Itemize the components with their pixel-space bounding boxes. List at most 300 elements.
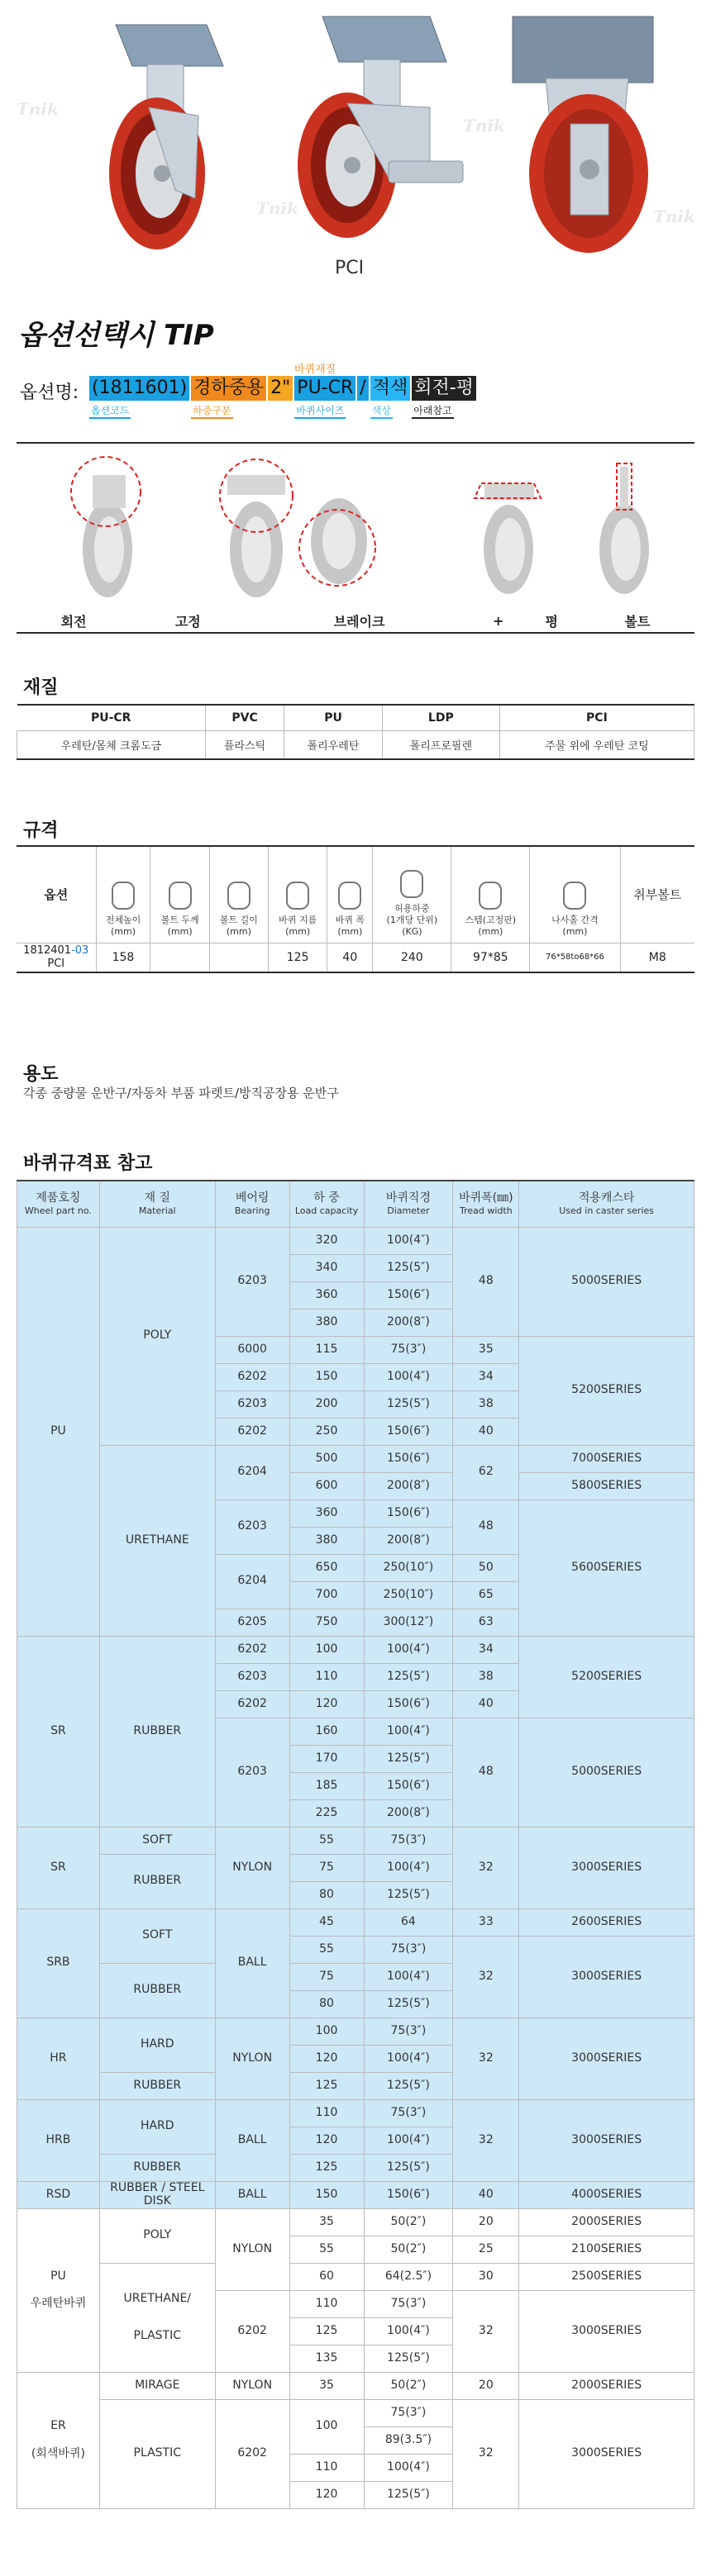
- mount-type-label: 평: [545, 613, 558, 630]
- wheel-part: [17, 2372, 100, 2508]
- wheel-bearing: 6203: [215, 1663, 289, 1690]
- wheel-diameter: 75(3″): [364, 1336, 453, 1363]
- wheel-tread: 63: [453, 1609, 519, 1636]
- wheel-heading: 바퀴규격표 참고: [23, 1153, 153, 1174]
- wheel-load: 120: [289, 2045, 364, 2072]
- fixed-caster-photo: [513, 17, 653, 253]
- spec-option-header: 옵션: [17, 846, 96, 943]
- wheel-load: 75: [289, 1854, 364, 1881]
- wheel-load: 500: [289, 1445, 364, 1472]
- wheel-load: 150: [289, 2181, 364, 2208]
- swivel-caster-photo: [109, 25, 223, 250]
- spec-icon: [400, 870, 423, 898]
- wheel-series: 7000SERIES: [519, 1445, 694, 1472]
- wheel-series: 3000SERIES: [519, 2290, 694, 2372]
- tip-title: 옵션선택시 TIP: [18, 319, 214, 352]
- material-value: 우레탄/몸체 크롬도금: [17, 730, 206, 759]
- wheel-load: 185: [289, 1772, 364, 1799]
- wheel-material: URETHANE: [99, 1445, 215, 1636]
- spec-header: [451, 846, 530, 943]
- wheel-diameter: 89(3.5″): [364, 2426, 453, 2454]
- wheel-header-ko: 재 질: [144, 1191, 171, 1205]
- wheel-series: 5800SERIES: [519, 1472, 694, 1499]
- spec-header-line: 허용하중: [394, 903, 430, 915]
- wheel-row: [17, 1227, 694, 1254]
- spec-option-code: [17, 943, 96, 972]
- wheel-header: [289, 1181, 364, 1227]
- wheel-bearing: 6204: [215, 1554, 289, 1609]
- wheel-tread: 48: [453, 1227, 519, 1336]
- wheel-series: 5200SERIES: [519, 1636, 694, 1718]
- wheel-bearing: 6202: [215, 1690, 289, 1718]
- wheel-part-code: PU: [50, 2269, 66, 2283]
- tip-segment-label: 색상: [370, 403, 393, 419]
- wheel-tread: 32: [453, 2399, 519, 2508]
- material-value: 플라스틱: [205, 730, 284, 759]
- mount-type-label: 볼트: [624, 613, 651, 630]
- wheel-tread: 62: [453, 1445, 519, 1499]
- wheel-load: 750: [289, 1609, 364, 1636]
- wheel-tread: 34: [453, 1363, 519, 1390]
- spec-header: [327, 846, 373, 943]
- spec-code-sub: PCI: [47, 957, 65, 970]
- wheel-diameter: 100(4″): [364, 1636, 453, 1663]
- wheel-tread: 40: [453, 1418, 519, 1445]
- wheel-tread: 32: [453, 2099, 519, 2181]
- tip-top-label: 바퀴재질: [294, 364, 336, 376]
- spec-value: 97*85: [451, 943, 530, 972]
- wheel-material: RUBBER: [99, 1963, 215, 2018]
- wheel-header-en: Diameter: [387, 1205, 430, 1217]
- spec-icon: [286, 882, 309, 910]
- tip-segment: [412, 376, 476, 425]
- wheel-bearing: 6202: [215, 2290, 289, 2372]
- wheel-load: 55: [289, 1936, 364, 1963]
- wheel-row: [17, 1827, 694, 1854]
- wheel-tread: 20: [453, 2208, 519, 2236]
- wheel-load: 75: [289, 1963, 364, 1990]
- wheel-bearing: NYLON: [215, 2208, 289, 2290]
- wheel-diameter: 150(6″): [364, 1772, 453, 1799]
- wheel-diameter: 100(4″): [364, 1963, 453, 1990]
- wheel-header-ko: 적용캐스타: [578, 1191, 635, 1205]
- tip-segment: [357, 376, 368, 425]
- wheel-diameter: 150(6″): [364, 2181, 453, 2208]
- wheel-part: SR: [17, 1636, 100, 1827]
- wheel-diameter: 150(6″): [364, 1499, 453, 1527]
- wheel-diameter: 64(2.5″): [364, 2263, 453, 2290]
- spec-value: 240: [373, 943, 451, 972]
- wheel-header: [17, 1181, 100, 1227]
- wheel-series: 5000SERIES: [519, 1227, 694, 1336]
- wheel-header: [364, 1181, 453, 1227]
- wheel-load: 100: [289, 1636, 364, 1663]
- wheel-tread: 32: [453, 1936, 519, 2018]
- wheel-diameter: 150(6″): [364, 1445, 453, 1472]
- wheel-load: 55: [289, 1827, 364, 1854]
- spec-header-line: 볼트 길이: [219, 915, 258, 925]
- wheel-diameter: 125(5″): [364, 1745, 453, 1772]
- wheel-material: RUBBER: [99, 2072, 215, 2099]
- spec-icon: [169, 882, 192, 910]
- wheel-diameter: 125(5″): [364, 2481, 453, 2508]
- spec-code-main: 1812401: [23, 944, 72, 958]
- spec-header-line: 나사홀 간격: [551, 915, 599, 925]
- spec-bolt-value: M8: [620, 943, 694, 972]
- watermark-text: Tnik: [463, 116, 505, 135]
- material-value: 폴리우레탄: [284, 730, 383, 759]
- wheel-material: RUBBER: [99, 2154, 215, 2181]
- wheel-tread: 32: [453, 2018, 519, 2099]
- tip-segment-label: 옵션코드: [89, 403, 131, 419]
- spec-header-line: (mm): [337, 925, 363, 937]
- spec-icon: [112, 882, 135, 910]
- wheel-bearing: 6203: [215, 1227, 289, 1336]
- wheel-diameter: 100(4″): [364, 2317, 453, 2345]
- wheel-load: 110: [289, 1663, 364, 1690]
- wheel-series: 2600SERIES: [519, 1908, 694, 1936]
- spec-header: [209, 846, 268, 943]
- wheel-diameter: 200(8″): [364, 1527, 453, 1554]
- wheel-series: 2100SERIES: [519, 2236, 694, 2263]
- wheel-part: HR: [17, 2018, 100, 2099]
- wheel-tread: 38: [453, 1390, 519, 1418]
- spec-header: [150, 846, 209, 943]
- wheel-diameter: 125(5″): [364, 2072, 453, 2099]
- wheel-diameter: 250(10″): [364, 1554, 453, 1581]
- wheel-part-desc: 우레탄바퀴: [30, 2297, 87, 2310]
- spec-header-line: (mm): [285, 925, 311, 937]
- wheel-load: 80: [289, 1990, 364, 2018]
- divider: [17, 632, 694, 634]
- wheel-part: SR: [17, 1827, 100, 1908]
- wheel-diameter: 75(3″): [364, 1936, 453, 1963]
- mount-type-label: 고정: [174, 613, 201, 630]
- wheel-row: [17, 1636, 694, 1663]
- spec-header-line: 스템(고정판): [465, 915, 517, 925]
- wheel-load: 650: [289, 1554, 364, 1581]
- wheel-tread: 33: [453, 1908, 519, 1936]
- wheel-material: MIRAGE: [99, 2372, 215, 2399]
- product-photos: [0, 0, 711, 256]
- wheel-load: 110: [289, 2290, 364, 2317]
- watermark-text: Tnik: [653, 207, 695, 226]
- tip-segment: [294, 376, 356, 425]
- wheel-load: 100: [289, 2018, 364, 2045]
- wheel-series: 2500SERIES: [519, 2263, 694, 2290]
- wheel-row: [17, 2372, 694, 2399]
- wheel-diameter: 100(4″): [364, 2045, 453, 2072]
- tip-segment-text: /: [357, 376, 368, 401]
- product-caption: PCI: [335, 258, 365, 278]
- wheel-bearing: 6205: [215, 1609, 289, 1636]
- spec-header-line: (mm): [478, 925, 503, 937]
- wheel-diameter: 100(4″): [364, 2127, 453, 2154]
- wheel-header-en: Wheel part no.: [24, 1205, 92, 1217]
- mount-type-label: 회전: [60, 613, 87, 630]
- wheel-part: RSD: [17, 2181, 100, 2208]
- spec-header: [373, 846, 451, 943]
- tip-option-segments: [89, 376, 478, 425]
- tip-segment-text: 회전-평: [412, 376, 476, 401]
- wheel-part: SRB: [17, 1908, 100, 2018]
- usage-text: 각종 중량물 운반구/자동차 부품 파렛트/방직공장용 운반구: [23, 1086, 339, 1100]
- wheel-header: [453, 1181, 519, 1227]
- spec-icon: [563, 882, 586, 910]
- wheel-header-ko: 제품호칭: [36, 1191, 81, 1205]
- wheel-bearing: 6202: [215, 1636, 289, 1663]
- wheel-header-ko: 바퀴폭(㎜): [459, 1191, 513, 1205]
- wheel-header-en: Material: [138, 1205, 176, 1217]
- wheel-load: 125: [289, 2072, 364, 2099]
- wheel-diameter: 125(5″): [364, 1390, 453, 1418]
- wheel-series: 4000SERIES: [519, 2181, 694, 2208]
- wheel-load: 200: [289, 1390, 364, 1418]
- wheel-load: 120: [289, 1690, 364, 1718]
- wheel-material-line: URETHANE/: [123, 2291, 192, 2305]
- wheel-header-ko: 바퀴직경: [385, 1191, 431, 1205]
- wheel-bearing: 6202: [215, 1418, 289, 1445]
- spec-heading: 규격: [23, 820, 59, 841]
- watermark-text: Tnik: [17, 99, 59, 119]
- spec-header-line: (1개당 단위): [386, 915, 438, 925]
- wheel-row: [17, 1445, 694, 1472]
- wheel-bearing: NYLON: [215, 2372, 289, 2399]
- wheel-series: 3000SERIES: [519, 2099, 694, 2181]
- wheel-material: SOFT: [99, 1908, 215, 1963]
- wheel-bearing: NYLON: [215, 2018, 289, 2099]
- wheel-series: 2000SERIES: [519, 2208, 694, 2236]
- wheel-load: 600: [289, 1472, 364, 1499]
- spec-code-suffix: -03: [71, 944, 89, 958]
- tip-segment: [268, 376, 293, 425]
- wheel-diameter: 200(8″): [364, 1472, 453, 1499]
- wheel-material: RUBBER: [99, 1854, 215, 1908]
- wheel-header: [519, 1181, 694, 1227]
- wheel-spec-table: [17, 1180, 694, 2509]
- watermark-text: Tnik: [256, 198, 298, 218]
- material-header: LDP: [382, 705, 499, 730]
- spec-header-line: (mm): [562, 925, 588, 937]
- spec-header-line: (KG): [402, 925, 422, 937]
- wheel-diameter: 125(5″): [364, 1663, 453, 1690]
- wheel-part-code: ER: [50, 2419, 66, 2433]
- wheel-diameter: 50(2″): [364, 2236, 453, 2263]
- mount-type-label: +: [492, 612, 504, 629]
- wheel-material: HARD: [99, 2018, 215, 2072]
- spec-header-line: 바퀴 지름: [279, 915, 317, 925]
- wheel-row: [17, 2399, 694, 2426]
- spec-value: 125: [269, 943, 327, 972]
- wheel-load: 125: [289, 2317, 364, 2345]
- wheel-diameter: 250(10″): [364, 1581, 453, 1609]
- wheel-diameter: 200(8″): [364, 1799, 453, 1827]
- wheel-row: [17, 2263, 694, 2290]
- wheel-part-desc: (회색바퀴): [31, 2446, 85, 2460]
- spec-header-line: 전체높이: [105, 915, 141, 925]
- wheel-material: HARD: [99, 2099, 215, 2154]
- wheel-series: 2000SERIES: [519, 2372, 694, 2399]
- wheel-load: 360: [289, 1281, 364, 1309]
- tip-segment-text: PU-CR: [294, 376, 356, 401]
- wheel-material: [99, 2263, 215, 2372]
- wheel-diameter: 300(12″): [364, 1609, 453, 1636]
- wheel-load: 150: [289, 1363, 364, 1390]
- wheel-load: 55: [289, 2236, 364, 2263]
- spec-icon: [479, 882, 502, 910]
- wheel-row: [17, 2208, 694, 2236]
- mount-type-label: 브레이크: [333, 613, 385, 630]
- wheel-tread: 32: [453, 2290, 519, 2372]
- wheel-part: HRB: [17, 2099, 100, 2181]
- wheel-load: 700: [289, 1581, 364, 1609]
- wheel-series: 5600SERIES: [519, 1499, 694, 1636]
- tip-segment-text: 경하중용: [191, 376, 266, 401]
- mount-type-row: [17, 609, 694, 632]
- wheel-diameter: 64: [364, 1908, 453, 1936]
- wheel-tread: 38: [453, 1663, 519, 1690]
- wheel-diameter: 75(3″): [364, 2099, 453, 2127]
- wheel-diameter: 100(4″): [364, 1718, 453, 1745]
- wheel-header-ko: 베어링: [235, 1191, 270, 1205]
- wheel-load: 340: [289, 1254, 364, 1281]
- wheel-tread: 40: [453, 1690, 519, 1718]
- usage-heading: 용도: [23, 1064, 59, 1085]
- wheel-material: RUBBER / STEEL DISK: [99, 2181, 215, 2208]
- wheel-tread: 30: [453, 2263, 519, 2290]
- spec-header-line: (mm): [226, 925, 251, 937]
- spec-header: [269, 846, 327, 943]
- wheel-header-en: Tread width: [459, 1205, 513, 1217]
- wheel-diameter: 50(2″): [364, 2208, 453, 2236]
- wheel-load: 35: [289, 2372, 364, 2399]
- wheel-load: 100: [289, 2399, 364, 2454]
- wheel-bearing: 6203: [215, 1718, 289, 1827]
- wheel-diameter: 125(5″): [364, 1881, 453, 1908]
- wheel-load: 35: [289, 2208, 364, 2236]
- wheel-diameter: 75(3″): [364, 2290, 453, 2317]
- wheel-bearing: 6202: [215, 2399, 289, 2508]
- wheel-load: 380: [289, 1527, 364, 1554]
- wheel-load: 80: [289, 1881, 364, 1908]
- wheel-header-en: Load capacity: [294, 1205, 359, 1217]
- wheel-diameter: 150(6″): [364, 1281, 453, 1309]
- wheel-diameter: 125(5″): [364, 2154, 453, 2181]
- wheel-tread: 50: [453, 1554, 519, 1581]
- wheel-tread: 35: [453, 1336, 519, 1363]
- wheel-diameter: 100(4″): [364, 1363, 453, 1390]
- wheel-material: POLY: [99, 1227, 215, 1445]
- mount-images: [17, 450, 694, 607]
- wheel-bearing: BALL: [215, 1908, 289, 2018]
- wheel-load: 225: [289, 1799, 364, 1827]
- wheel-load: 120: [289, 2127, 364, 2154]
- spec-value: [209, 943, 268, 972]
- wheel-tread: 34: [453, 1636, 519, 1663]
- wheel-bearing: BALL: [215, 2099, 289, 2181]
- wheel-tread: 20: [453, 2372, 519, 2399]
- wheel-load: 115: [289, 1336, 364, 1363]
- wheel-part: PU: [17, 1227, 100, 1636]
- wheel-load: 250: [289, 1418, 364, 1445]
- wheel-bearing: NYLON: [215, 1827, 289, 1908]
- wheel-diameter: 125(5″): [364, 2345, 453, 2372]
- material-header: PU: [284, 705, 383, 730]
- spec-header-line: 볼트 두께: [160, 915, 199, 925]
- wheel-row: [17, 2181, 694, 2208]
- wheel-tread: 40: [453, 2181, 519, 2208]
- brake-caster-photo: [298, 17, 463, 238]
- wheel-diameter: 150(6″): [364, 1418, 453, 1445]
- wheel-diameter: 150(6″): [364, 1690, 453, 1718]
- wheel-load: 125: [289, 2154, 364, 2181]
- tip-segment: [191, 376, 266, 425]
- wheel-load: 120: [289, 2481, 364, 2508]
- wheel-tread: 32: [453, 1827, 519, 1908]
- wheel-load: 110: [289, 2099, 364, 2127]
- spec-bolt-header: 취부볼트: [620, 846, 694, 943]
- material-header: PU-CR: [17, 705, 206, 730]
- wheel-header-en: Bearing: [234, 1205, 270, 1217]
- mount-type-illustration: [17, 450, 694, 607]
- wheel-diameter: 125(5″): [364, 1990, 453, 2018]
- wheel-load: 110: [289, 2454, 364, 2481]
- tip-segment: [370, 376, 411, 425]
- wheel-row: [17, 1908, 694, 1936]
- material-header: PVC: [205, 705, 284, 730]
- tip-segment-label: 하중구분: [191, 403, 232, 419]
- wheel-row: [17, 2099, 694, 2127]
- material-value: 주물 위에 우레탄 코팅: [499, 730, 694, 759]
- tip-segment-text: 2": [268, 376, 293, 401]
- wheel-load: 160: [289, 1718, 364, 1745]
- wheel-series: 3000SERIES: [519, 1936, 694, 2018]
- spec-header-line: (mm): [167, 925, 193, 937]
- tip-segment-text: 적색: [370, 376, 411, 401]
- wheel-bearing: 6203: [215, 1390, 289, 1418]
- wheel-material: SOFT: [99, 1827, 215, 1854]
- wheel-load: 170: [289, 1745, 364, 1772]
- wheel-load: 320: [289, 1227, 364, 1254]
- wheel-load: 60: [289, 2263, 364, 2290]
- wheel-load: 380: [289, 1309, 364, 1336]
- spec-header-line: (mm): [110, 925, 136, 937]
- wheel-diameter: 200(8″): [364, 1309, 453, 1336]
- wheel-bearing: 6202: [215, 1363, 289, 1390]
- wheel-diameter: 100(4″): [364, 2454, 453, 2481]
- spec-table: [17, 845, 694, 973]
- tip-segment-label: 바퀴사이즈: [294, 403, 346, 419]
- wheel-tread: 48: [453, 1499, 519, 1554]
- wheel-load: 135: [289, 2345, 364, 2372]
- wheel-load: 45: [289, 1908, 364, 1936]
- wheel-series: 3000SERIES: [519, 2399, 694, 2508]
- wheel-series: 3000SERIES: [519, 2018, 694, 2099]
- wheel-diameter: 75(3″): [364, 2399, 453, 2426]
- wheel-tread: 65: [453, 1581, 519, 1609]
- material-header: PCI: [499, 705, 694, 730]
- divider: [17, 442, 694, 444]
- wheel-material: POLY: [99, 2208, 215, 2263]
- material-value: 폴리프로필렌: [382, 730, 499, 759]
- spec-value: 158: [96, 943, 150, 972]
- material-table: [17, 704, 694, 760]
- tip-segment-text: (1811601): [89, 376, 189, 401]
- wheel-bearing: 6203: [215, 1499, 289, 1554]
- tip-option-label: 옵션명:: [20, 383, 79, 403]
- wheel-material-line: PLASTIC: [133, 2329, 182, 2342]
- wheel-part: [17, 2208, 100, 2372]
